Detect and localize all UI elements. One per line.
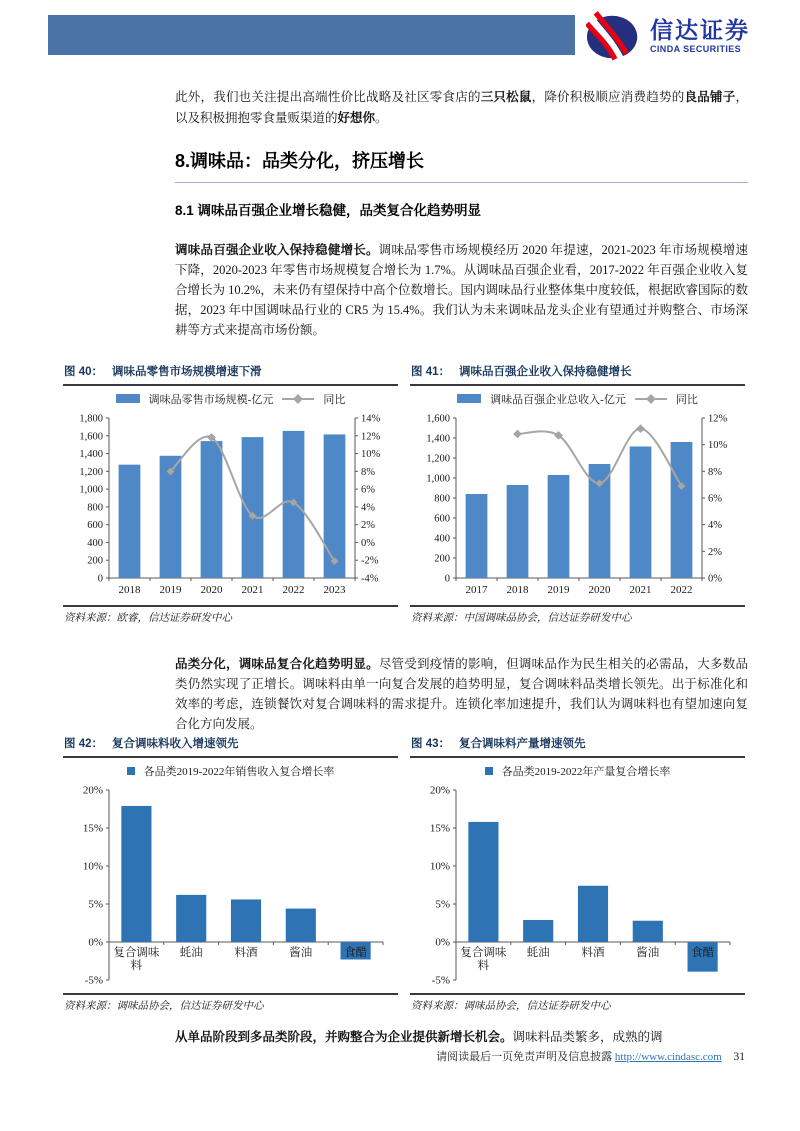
header-bar [48,15,575,55]
svg-text:20%: 20% [429,784,450,797]
svg-text:5%: 5% [435,898,450,911]
svg-text:料: 料 [477,960,490,972]
figure-row-1 [63,362,745,625]
svg-text:1,400: 1,400 [79,449,103,461]
svg-text:8%: 8% [361,466,375,478]
body-paragraph-2: 品类分化，调味品复合化趋势明显。尽管受到疫情的影响，但调味品作为民生相关的必需品，大多数品类仍然实现了正增长。调味料由单一向复合发展的趋势明显，复合调味料品类增长领先。出于标准化和效率的考虑，连锁餐饮对复合调味料的需求提升。连锁化率加速提升，我们认为调味料也有望加速向复合化方向发展。 [175,656,748,731]
brand-haoxiangni: 好想你 [337,110,376,125]
bar-series-swatch [485,767,493,775]
svg-text:食醋: 食醋 [344,947,368,959]
figure-caption [410,362,745,386]
svg-text:-5%: -5% [84,974,103,987]
figure-number: 图 40： [64,366,103,378]
figure-title: 复合调味料产量增速领先 [459,738,586,750]
svg-text:2017: 2017 [465,584,488,596]
svg-text:15%: 15% [82,822,103,835]
figure-source: 资料来源：调味品协会，信达证券研发中心 [410,993,745,1013]
figure-title: 调味品零售市场规模增速下滑 [112,366,262,378]
page-footer [0,1048,745,1064]
paragraph-lead-bold: 从单品阶段到多品类阶段，并购整合为企业提供新增长机会。 [175,1029,513,1044]
svg-text:-4%: -4% [361,573,379,585]
svg-text:2018: 2018 [118,584,141,596]
svg-text:4%: 4% [708,520,722,532]
svg-text:1,600: 1,600 [79,431,103,443]
svg-text:10%: 10% [361,449,381,461]
figure-source: 资料来源：欧睿，信达证券研发中心 [63,605,398,625]
svg-text:5%: 5% [88,898,103,911]
figure-caption [410,734,745,758]
svg-text:400: 400 [87,537,103,549]
bar-series-swatch [116,394,140,403]
svg-text:1,000: 1,000 [426,473,450,485]
svg-text:4%: 4% [361,502,375,514]
svg-text:6%: 6% [361,484,375,496]
figure-row-2 [63,734,745,1013]
svg-text:0%: 0% [435,936,450,949]
svg-text:12%: 12% [708,413,728,425]
figure-43 [410,734,745,1013]
svg-text:2021: 2021 [629,584,652,596]
logo-chinese-name: 信达证券 [650,16,750,43]
figure-source: 资料来源：调味品协会，信达证券研发中心 [63,993,398,1013]
svg-text:酱油: 酱油 [289,947,313,959]
svg-text:2020: 2020 [200,584,223,596]
figure-caption [63,734,398,758]
figure-42 [63,734,398,1013]
line-series-swatch [282,398,314,400]
svg-text:0%: 0% [708,573,722,585]
svg-text:-2%: -2% [361,555,379,567]
chart-legend [63,761,398,780]
svg-text:10%: 10% [429,860,450,873]
svg-text:1,200: 1,200 [426,453,450,465]
figure-caption [63,362,398,386]
svg-text:0: 0 [444,573,450,585]
svg-text:1,600: 1,600 [426,413,450,425]
footer-link[interactable]: http://www.cindasc.com [614,1051,722,1063]
svg-text:2022: 2022 [670,584,693,596]
logo-text [650,16,750,54]
figure-number: 图 42： [64,738,103,750]
intro-text: 此外，我们也关注提出高端性价比战略及社区零食店的 [175,89,481,104]
page-number: 31 [733,1051,745,1063]
legend-label-bars: 调味品零售市场规模-亿元 [148,393,274,406]
figure-title: 调味品百强企业收入保持稳健增长 [459,366,632,378]
svg-text:蚝油: 蚝油 [526,947,550,959]
svg-text:料酒: 料酒 [234,947,258,959]
bar-series-swatch [127,767,135,775]
svg-text:1,000: 1,000 [79,484,103,496]
bar-series-swatch [457,394,481,403]
svg-text:10%: 10% [82,860,103,873]
intro-paragraph: 此外，我们也关注提出高端性价比战略及社区零食店的三只松鼠，降价积极顺应消费趋势的良品铺子，以及积极拥抱零食量贩渠道的好想你。 [175,89,748,125]
figure-40 [63,362,398,625]
svg-text:600: 600 [434,513,450,525]
chart-legend [410,761,745,780]
legend-label-bars: 各品类2019-2022年销售收入复合增长率 [143,765,335,778]
legend-label-line: 同比 [675,393,698,406]
disclaimer-text: 请阅读最后一页免责声明及信息披露 [436,1051,613,1063]
svg-text:600: 600 [87,520,103,532]
chart-area [63,389,398,604]
body-paragraph-1: 调味品百强企业收入保持稳健增长。调味品零售市场规模经历 2020 年提速，2021-2023 年市场规模增速下降，2020-2023 年零售市场规模复合增长为 1.7%。从调味品百强企业看，2017-2022 年百强企业收入复合增长为 10.2%，未来仍有望保持中高个位数增长。国内调味品行业整体集中度较低，根据欧睿国际的数据，2023 年中国调味品行业的 CR5 为 15.4%。我们认为未来调味品龙头企业有望通过并购整合、市场深耕等方式来提高市场份额。 [175,242,748,337]
chart-area [63,761,398,992]
chart-canvas-fig41 [410,408,745,604]
figure-title: 复合调味料收入增速领先 [112,738,239,750]
svg-text:1,200: 1,200 [79,466,103,478]
cinda-logo-icon [586,10,644,62]
chart-canvas-fig42 [63,780,398,992]
svg-text:0%: 0% [361,537,375,549]
svg-text:2023: 2023 [323,584,346,596]
cinda-logo [586,8,798,64]
svg-text:200: 200 [434,553,450,565]
section-title: 8.调味品：品类分化，挤压增长 [175,147,748,183]
brand-sanzhisongshu: 三只松鼠 [480,89,532,104]
svg-text:6%: 6% [708,493,722,505]
svg-text:2019: 2019 [547,584,570,596]
svg-text:复合调味: 复合调味 [460,947,507,959]
svg-text:14%: 14% [361,413,381,425]
svg-text:1,800: 1,800 [79,413,103,425]
legend-label-bars: 各品类2019-2022年产量复合增长率 [501,765,671,778]
svg-text:2020: 2020 [588,584,611,596]
svg-text:8%: 8% [708,466,722,478]
svg-text:料: 料 [130,960,143,972]
svg-text:蚝油: 蚝油 [179,947,203,959]
svg-text:2022: 2022 [282,584,305,596]
svg-text:2018: 2018 [506,584,529,596]
subsection-title: 8.1 调味品百强企业增长稳健，品类复合化趋势明显 [175,203,482,218]
svg-text:0%: 0% [88,936,103,949]
legend-label-line: 同比 [323,393,346,406]
figure-number: 图 41： [411,366,450,378]
chart-legend [63,389,398,408]
svg-text:2021: 2021 [241,584,264,596]
svg-text:复合调味: 复合调味 [113,947,160,959]
svg-text:12%: 12% [361,431,381,443]
chart-area [410,761,745,992]
svg-text:20%: 20% [82,784,103,797]
svg-text:0: 0 [97,573,103,585]
chart-canvas-fig40 [63,408,398,604]
svg-text:2019: 2019 [159,584,182,596]
diamond-marker-icon [646,394,656,404]
logo-english-name: CINDA SECURITIES [650,43,742,54]
svg-text:200: 200 [87,555,103,567]
svg-text:15%: 15% [429,822,450,835]
body-paragraph-3: 从单品阶段到多品类阶段，并购整合为企业提供新增长机会。调味料品类繁多，成熟的调 [175,1029,663,1044]
diamond-marker-icon [293,394,303,404]
svg-text:2%: 2% [708,546,722,558]
svg-text:800: 800 [87,502,103,514]
svg-text:800: 800 [434,493,450,505]
figure-number: 图 43： [411,738,450,750]
svg-text:1,400: 1,400 [426,433,450,445]
figure-41 [410,362,745,625]
svg-text:料酒: 料酒 [581,947,605,959]
paragraph-lead-bold: 调味品百强企业收入保持稳健增长。 [175,242,379,257]
svg-text:10%: 10% [708,440,728,452]
svg-text:2%: 2% [361,520,375,532]
legend-label-bars: 调味品百强企业总收入-亿元 [490,393,626,406]
svg-text:食醋: 食醋 [691,947,715,959]
chart-canvas-fig43 [410,780,745,992]
svg-text:酱油: 酱油 [636,947,660,959]
line-series-swatch [635,398,667,400]
chart-legend [410,389,745,408]
svg-text:400: 400 [434,533,450,545]
brand-liangpinpuzi: 良品铺子 [684,89,736,104]
chart-area [410,389,745,604]
paragraph-lead-bold: 品类分化，调味品复合化趋势明显。 [175,656,379,671]
svg-text:-5%: -5% [431,974,450,987]
figure-source: 资料来源：中国调味品协会，信达证券研发中心 [410,605,745,625]
